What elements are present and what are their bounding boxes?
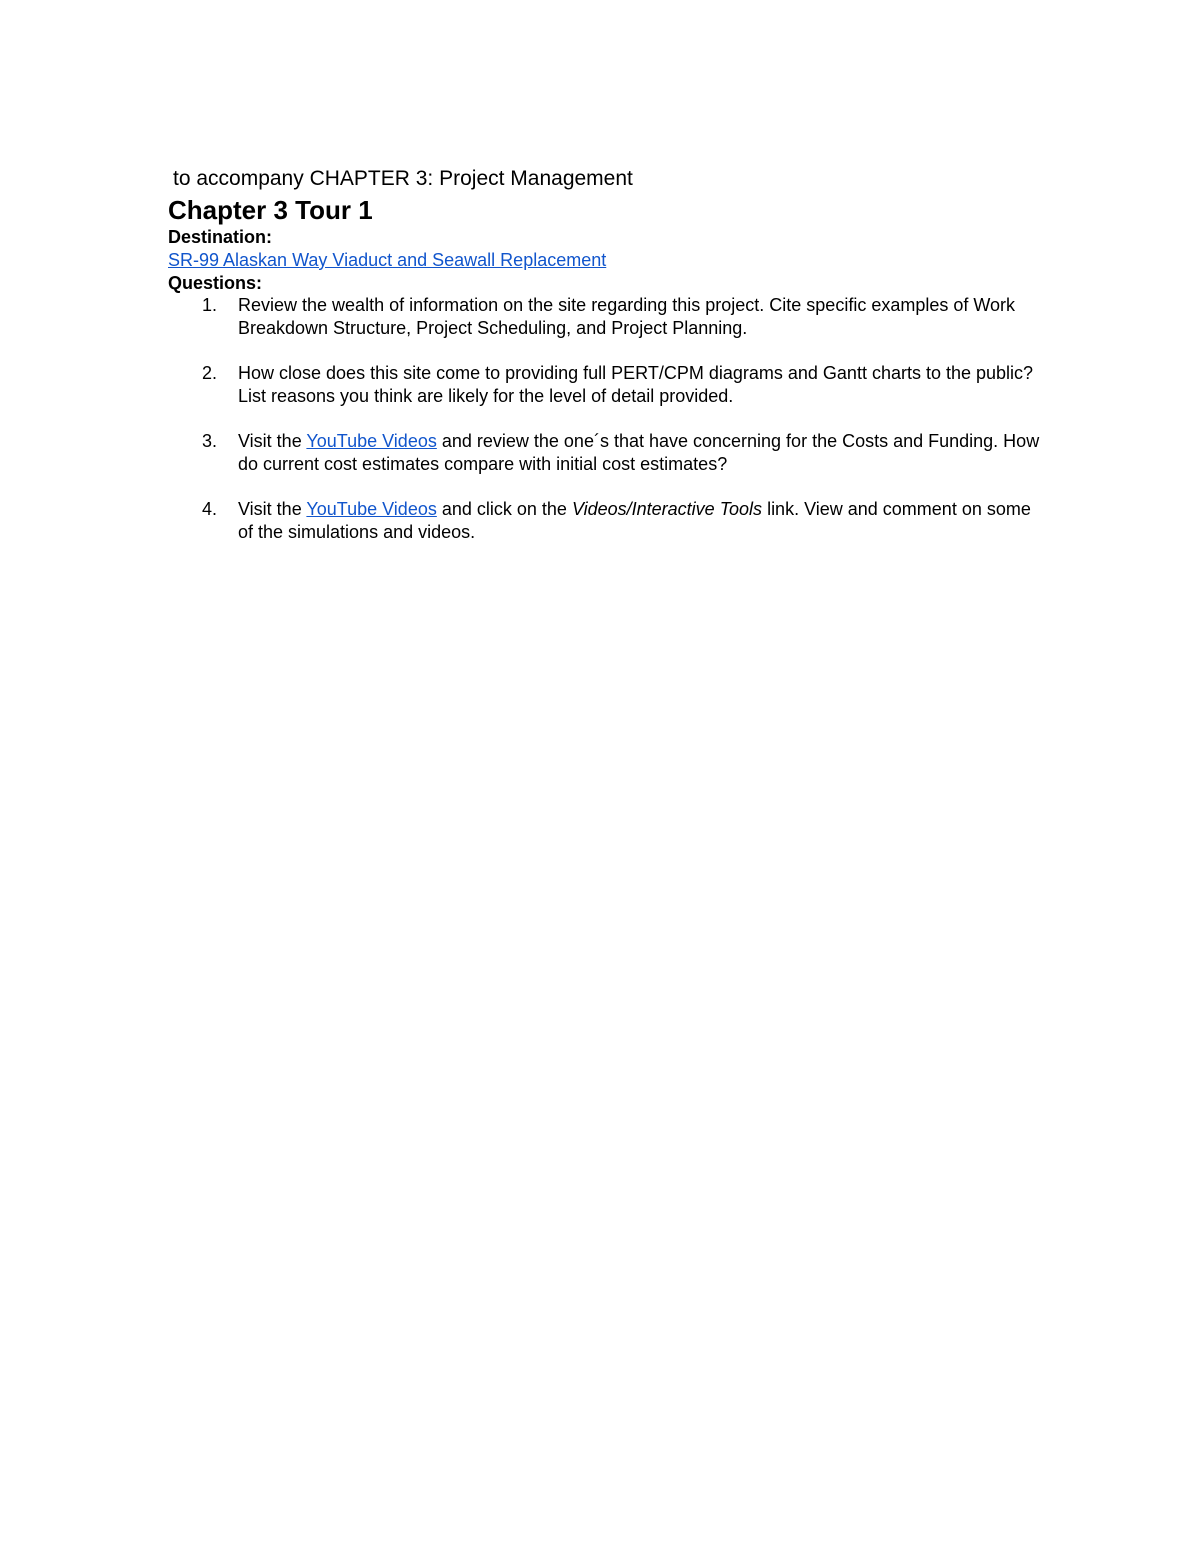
- chapter-subtitle: to accompany CHAPTER 3: Project Management: [173, 167, 633, 190]
- question-number: 2.: [202, 363, 218, 383]
- question-text: Review the wealth of information on the site regarding this project. Cite specific examples of Work Breakdown Structure, Project Scheduling, and Project Planning.: [238, 295, 1016, 338]
- youtube-videos-link[interactable]: YouTube Videos: [306, 431, 437, 451]
- question-text-before: Visit the: [238, 431, 307, 451]
- list-item: [168, 294, 1048, 340]
- destination-label: Destination:: [168, 227, 273, 247]
- youtube-videos-link[interactable]: YouTube Videos: [306, 499, 437, 519]
- page-title: Chapter 3 Tour 1: [168, 195, 373, 225]
- question-number: 1.: [202, 295, 218, 315]
- destination-link[interactable]: SR-99 Alaskan Way Viaduct and Seawall Replacement: [168, 250, 607, 270]
- document-content: [168, 166, 1048, 566]
- question-number: 3.: [202, 431, 218, 451]
- question-text-before: Visit the: [238, 499, 307, 519]
- question-number: 4.: [202, 499, 218, 519]
- question-text-middle: and click on the: [436, 499, 572, 519]
- question-text-after: and review the one´s that have concerning for the Costs and Funding. How do current cost estimates compare with initial cost estimates?: [238, 431, 1040, 474]
- question-text: How close does this site come to providing full PERT/CPM diagrams and Gantt charts to the public? List reasons you think are likely for the level of detail provided.: [238, 363, 1034, 406]
- list-item: [168, 430, 1048, 476]
- questions-label: Questions:: [168, 273, 263, 293]
- list-item: [168, 498, 1048, 544]
- questions-list: [168, 294, 1048, 544]
- videos-interactive-tools-text: Videos/Interactive Tools: [571, 499, 763, 519]
- question-text-after: link. View and comment on some of the simulations and videos.: [238, 499, 1031, 542]
- list-item: [168, 362, 1048, 408]
